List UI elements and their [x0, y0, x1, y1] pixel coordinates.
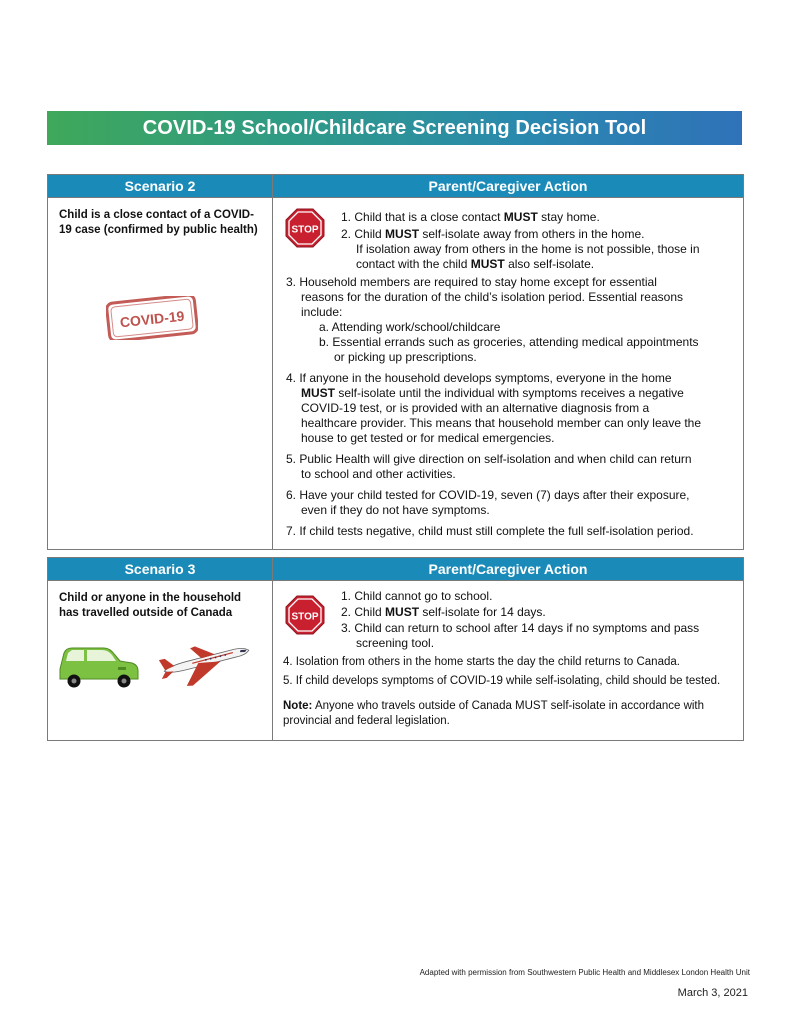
- page-title: COVID-19 School/Childcare Screening Decision Tool: [47, 111, 742, 145]
- s3-item-2: 2. Child MUST self-isolate for 14 days.: [341, 605, 546, 619]
- stop-sign-icon: [285, 208, 325, 248]
- s2-item-4: 4. If anyone in the household develops symptoms, everyone in the home MUST self-isolate until the individual with symptoms receives a negative COVID-19 test, or is provided with an alternative diagnosis from a healthcare provider. This means that household member can only leave the house to get tested or for medical emergencies.: [286, 371, 702, 445]
- scenario-3-description-cell: [48, 581, 273, 741]
- stamp-text: COVID-19: [119, 307, 186, 331]
- stop-sign-icon: [285, 595, 325, 635]
- scenario-2-actions: [273, 198, 744, 550]
- airplane-icon: [157, 636, 254, 692]
- s2-item-2-cont-b: contact with the child MUST also self-isolate.: [356, 257, 595, 271]
- car-icon: [60, 648, 138, 688]
- covid-stamp-icon: [106, 296, 198, 340]
- scenario-2-description: Child is a close contact of a COVID-19 case (confirmed by public health): [59, 209, 258, 236]
- footer-date: March 3, 2021: [677, 987, 748, 999]
- stop-label: STOP: [291, 611, 319, 623]
- scenario-2-table: [47, 174, 744, 550]
- s3-item-4: 4. Isolation from others in the home starts the day the child returns to Canada.: [283, 656, 680, 668]
- s2-item-3: 3. Household members are required to stay home except for essential reasons for the duration of the child’s isolation period. Essential reasons include: a. Attending work/school/childcare b. Essential errands such as groceries, attending medical appointments or picking up prescriptions.: [286, 275, 699, 364]
- s2-item-2: 2. Child MUST self-isolate away from others in the home.: [341, 227, 645, 241]
- scenario-3-table: [47, 557, 744, 741]
- s3-note: Note: Anyone who travels outside of Canada MUST self-isolate in accordance with provincial and federal legislation.: [283, 700, 705, 727]
- scenario-3-description: Child or anyone in the household has travelled outside of Canada: [59, 592, 242, 619]
- travel-illustration: [58, 631, 258, 701]
- scenario-2-description-cell: [48, 198, 273, 550]
- s2-item-6: 6. Have your child tested for COVID-19, seven (7) days after their exposure, even if they do not have symptoms.: [286, 488, 690, 517]
- s2-item-1: 1. Child that is a close contact MUST stay home.: [341, 210, 600, 224]
- s2-item-2-cont-a: If isolation away from others in the home is not possible, those in: [356, 242, 700, 256]
- scenario-3-action-header: Parent/Caregiver Action: [273, 558, 744, 581]
- footer-credit: Adapted with permission from Southwestern Public Health and Middlesex London Health Unit: [419, 968, 750, 977]
- scenario-3-actions: [273, 581, 744, 741]
- s2-item-7: 7. If child tests negative, child must still complete the full self-isolation period.: [286, 524, 694, 538]
- s2-item-5: 5. Public Health will give direction on self-isolation and when child can return to school and other activities.: [286, 452, 692, 481]
- s3-item-5: 5. If child develops symptoms of COVID-19 while self-isolating, child should be tested.: [283, 675, 721, 687]
- stop-label: STOP: [291, 224, 319, 236]
- s3-item-1: 1. Child cannot go to school.: [341, 589, 493, 603]
- scenario-2-action-header: Parent/Caregiver Action: [273, 175, 744, 198]
- s3-item-3: 3. Child can return to school after 14 days if no symptoms and pass screening tool.: [341, 621, 700, 650]
- scenario-2-header: Scenario 2: [48, 175, 273, 198]
- scenario-3-header: Scenario 3: [48, 558, 273, 581]
